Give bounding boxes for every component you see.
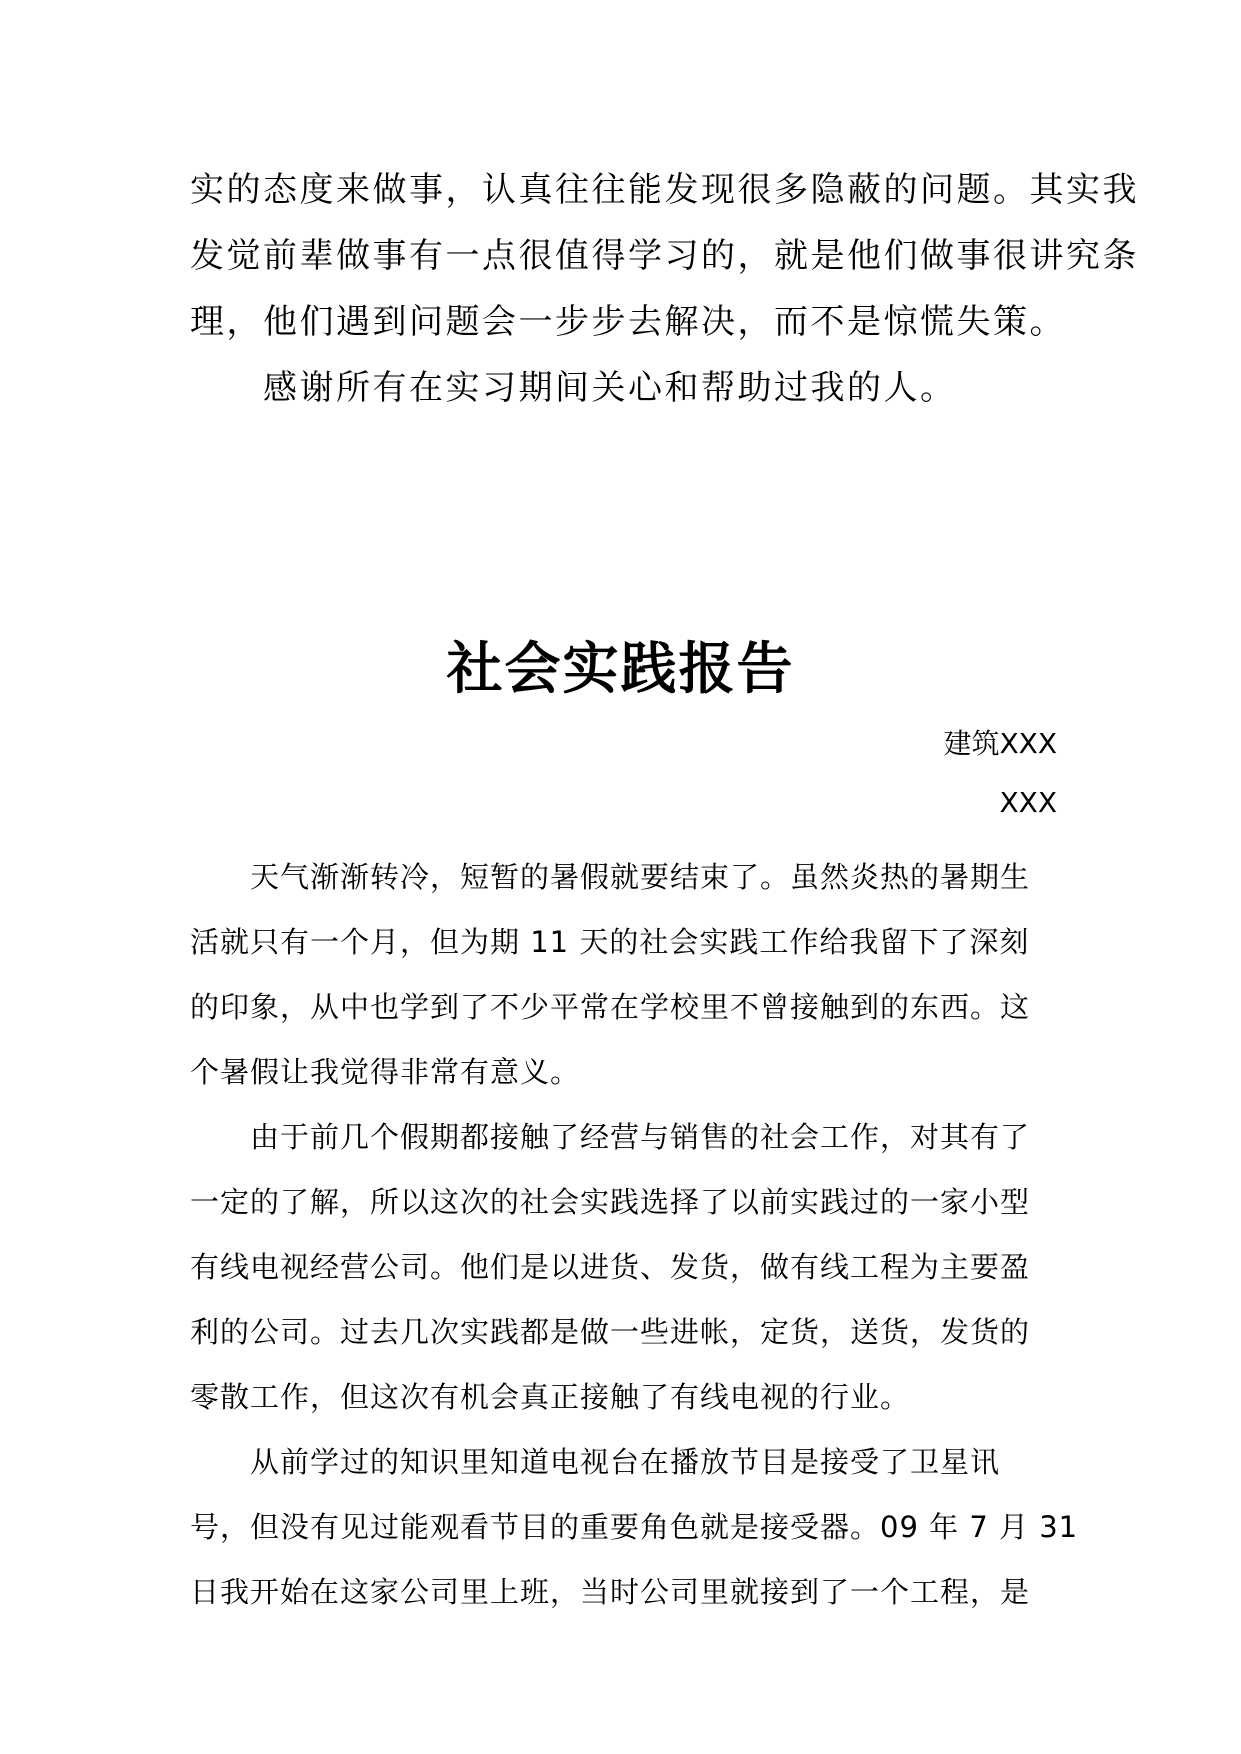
prev-text-line-3: 理，他们遇到问题会一步步去解决，而不是惊慌失策。 [190,302,1066,342]
prev-text-line-1: 实的态度来做事，认真往往能发现很多隐蔽的问题。其实我 [190,170,1139,210]
prev-text-line-4: 感谢所有在实习期间关心和帮助过我的人。 [190,368,957,408]
body-line-11: 号，但没有见过能观看节目的重要角色就是接受器。09 年 7 月 31 [190,1510,1079,1544]
body-line-8: 利的公司。过去几次实践都是做一些进帐，定货，送货，发货的 [190,1315,1031,1349]
author-name: XXX [999,786,1057,819]
body-line-3: 的印象，从中也学到了不少平常在学校里不曾接触到的东西。这 [190,990,1031,1024]
body-line-9: 零散工作，但这次有机会真正接触了有线电视的行业。 [190,1380,911,1414]
body-line-1: 天气渐渐转冷，短暂的暑假就要结束了。虽然炎热的暑期生 [190,860,1031,894]
report-title: 社会实践报告 [446,636,795,702]
body-line-6: 一定的了解，所以这次的社会实践选择了以前实践过的一家小型 [190,1185,1031,1219]
body-line-7: 有线电视经营公司。他们是以进货、发货，做有线工程为主要盈 [190,1250,1031,1284]
prev-text-line-2: 发觉前辈做事有一点很值得学习的，就是他们做事很讲究条 [190,236,1139,276]
body-line-2: 活就只有一个月，但为期 11 天的社会实践工作给我留下了深刻 [190,925,1030,959]
body-line-5: 由于前几个假期都接触了经营与销售的社会工作，对其有了 [190,1120,1031,1154]
author-department: 建筑XXX [943,727,1057,760]
body-line-12: 日我开始在这家公司里上班，当时公司里就接到了一个工程，是 [190,1575,1031,1609]
body-line-4: 个暑假让我觉得非常有意义。 [190,1055,581,1089]
body-line-10: 从前学过的知识里知道电视台在播放节目是接受了卫星讯 [190,1445,1001,1479]
